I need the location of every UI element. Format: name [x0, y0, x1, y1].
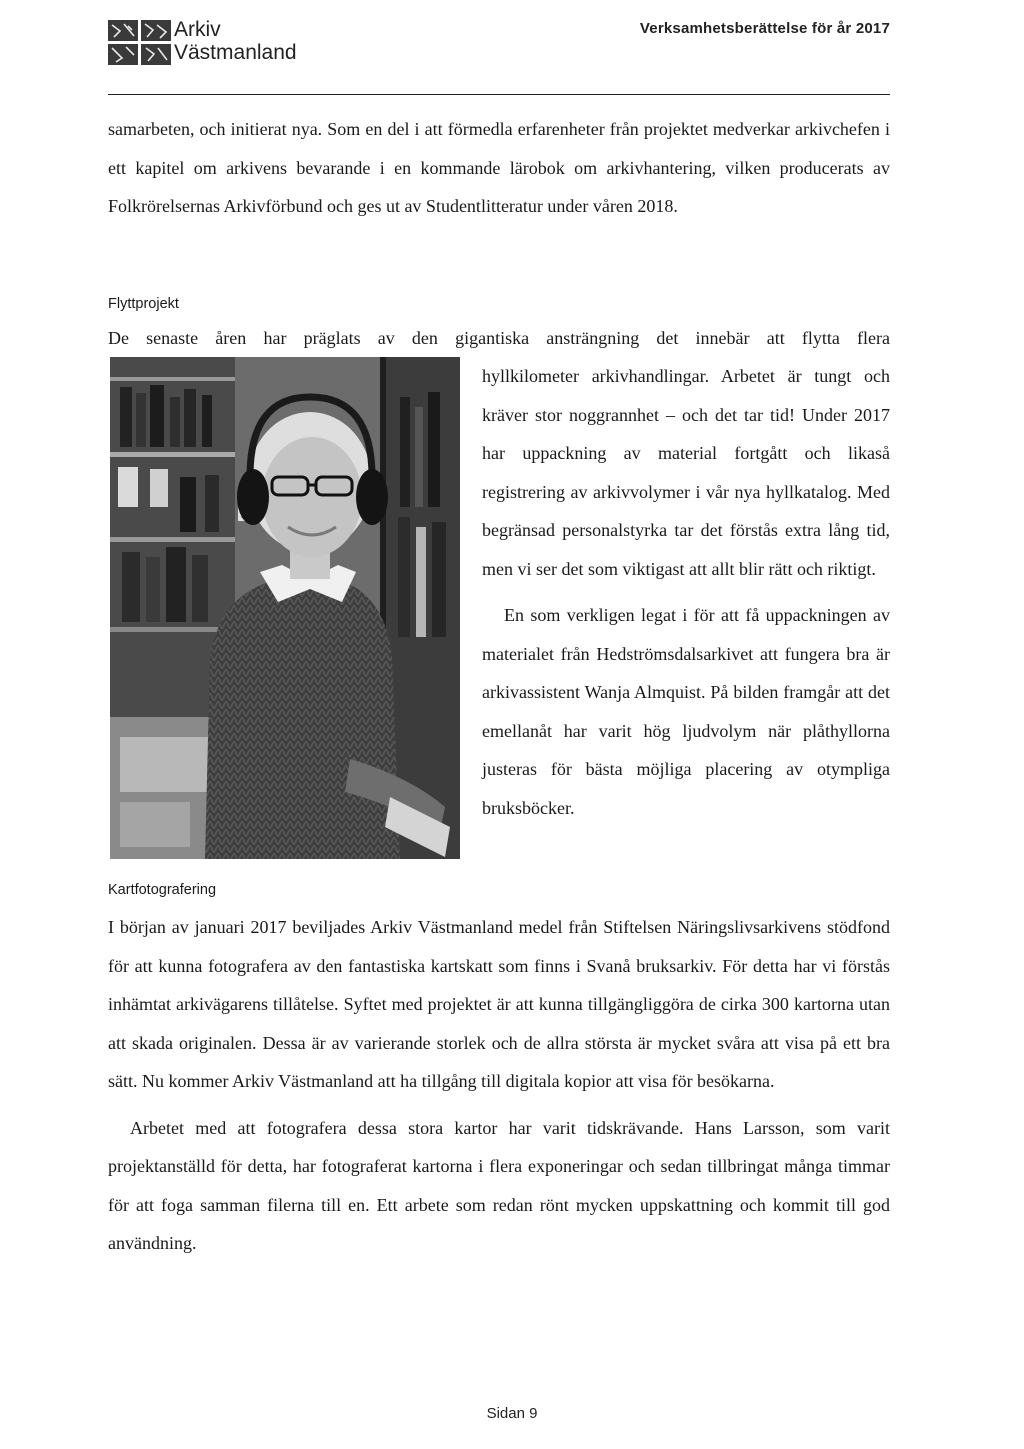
logo-wordmark [174, 18, 297, 64]
logo-line-1: Arkiv [174, 18, 221, 41]
intro-section [108, 110, 890, 226]
flyttprojekt-lead [108, 319, 890, 358]
logo-mark-icon [108, 20, 172, 66]
archive-assistant-photo [110, 357, 460, 859]
kartfotografering-heading: Kartfotografering [108, 882, 217, 898]
flyttprojekt-paragraph-1: hyllkilometer arkivhandlingar. Arbetet är tungt och kräver stor noggrannhet – och det tar tid! Under 2017 har uppackning av material fortgått och likaså registrering av arkivvolymer i vår nya hyllkatalog. Med begränsad personalstyrka tar det förstås extra lång tid, men vi ser det som viktigast att allt blir rätt och riktigt. [482, 366, 890, 579]
flyttprojekt-paragraph-2: En som verkligen legat i för att få uppackningen av materialet från Hedströmsdalsarkivet att fungera bra är arkivassistent Wanja Almquist. På bilden framgår att det emellanåt har varit hög ljudvolym när plåthyllorna justeras för bästa möjliga placering av otympliga bruksböcker. [482, 605, 890, 818]
arkiv-vastmanland-logo [108, 18, 308, 70]
kartfotografering-paragraph-1: I början av januari 2017 beviljades Arkiv Västmanland medel från Stiftelsen Näringslivsarkivens stödfond för att kunna fotografera av den fantastiska kartskatt som finns i Svanå bruksarkiv. För detta har vi förstås inhämtat arkivägarens tillåtelse. Syftet med projektet är att kunna tillgängliggöra de cirka 300 kartorna utan att skada originalen. Dessa är av varierande storlek och de allra största är mycket svåra att visa på ett bra sätt. Nu kommer Arkiv Västmanland att ha tillgång till digitala kopior att visa för besökarna. [108, 917, 890, 1091]
photo-illustration [110, 357, 460, 859]
flyttprojekt-column [482, 357, 890, 827]
page-number: Sidan 9 [486, 1405, 538, 1422]
flyttprojekt-lead-line: De senaste åren har präglats av den gigantiska ansträngning det innebär att flytta flera [108, 328, 890, 348]
logo-line-2: Västmanland [174, 41, 297, 64]
kartfotografering-section [108, 908, 890, 1263]
page-header [108, 16, 890, 95]
kartfotografering-paragraph-2: Arbetet med att fotografera dessa stora kartor har varit tidskrävande. Hans Larsson, som varit projektanställd för detta, har fotograferat kartorna i flera exponeringar och sedan tillbringat många timmar för att foga samman filerna till en. Ett arbete som redan rönt mycken uppskattning och kommit till god användning. [108, 1117, 890, 1253]
flyttprojekt-heading: Flyttprojekt [108, 296, 179, 312]
report-title: Verksamhetsberättelse för år 2017 [639, 20, 890, 37]
intro-paragraph: samarbeten, och initierat nya. Som en del i att förmedla erfarenheter från projektet medverkar arkivchefen i ett kapitel om arkivens bevarande i en kommande lärobok om arkivhantering, vilken producerats av Folkrörelsernas Arkivförbund och ges ut av Studentlitteratur under våren 2018. [108, 119, 890, 216]
